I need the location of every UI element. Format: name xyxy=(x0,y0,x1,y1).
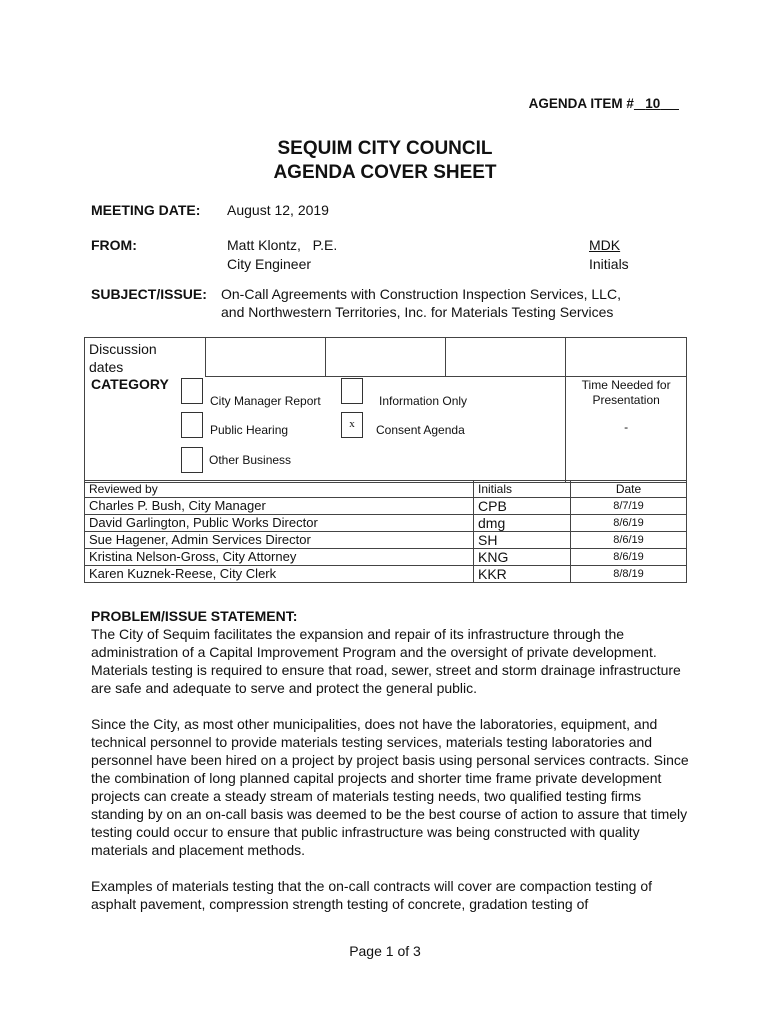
reviewed-by-header: Reviewed by xyxy=(85,481,474,498)
meeting-date-value: August 12, 2019 xyxy=(227,202,329,218)
category-table xyxy=(84,337,687,483)
table-row xyxy=(85,549,687,566)
from-name: Matt Klontz, P.E. xyxy=(227,237,338,253)
table-row xyxy=(85,515,687,532)
time-needed-value: - xyxy=(624,419,629,434)
subject-line-1: On-Call Agreements with Construction Inspection Services, LLC, xyxy=(221,286,621,302)
from-role: City Engineer xyxy=(227,256,312,272)
review-table xyxy=(84,480,687,583)
from-initials: MDK xyxy=(589,237,621,253)
subject-line-2: and Northwestern Territories, Inc. for Materials Testing Services xyxy=(221,304,614,320)
problem-paragraph-2: Since the City, as most other municipalities, does not have the laboratories, equipment, and technical personnel to provide materials testing services, materials testing laboratories and personnel have been hired on a project by project basis using personal services contracts. Since the combination of long planned capital projects and shorter time frame private development projects can create a steady stream of materials testing needs, two qualified testing firms standing by on an on-call basis was deemed to be the best course of action to assure that timely testing could occur to ensure that public infrastructure was being constructed with quality materials and placement methods. xyxy=(91,716,689,858)
agenda-item-number: 10 xyxy=(645,96,661,111)
reviewer-name: Charles P. Bush, City Manager xyxy=(85,498,474,515)
discussion-date-cell[interactable] xyxy=(566,338,687,377)
consent-agenda-label: Consent Agenda xyxy=(376,423,465,437)
review-date: 8/6/19 xyxy=(571,515,687,532)
page-number: Page 1 of 3 xyxy=(349,943,421,959)
other-business-checkbox[interactable] xyxy=(181,447,203,473)
from-label: FROM: xyxy=(91,237,137,253)
public-hearing-checkbox[interactable] xyxy=(181,412,203,438)
reviewer-name: Sue Hagener, Admin Services Director xyxy=(85,532,474,549)
time-needed-label-1: Time Needed for xyxy=(581,377,671,392)
review-date: 8/7/19 xyxy=(571,498,687,515)
reviewer-name: Karen Kuznek-Reese, City Clerk xyxy=(85,566,474,583)
city-manager-report-label: City Manager Report xyxy=(210,394,321,408)
reviewer-name: Kristina Nelson-Gross, City Attorney xyxy=(85,549,474,566)
subject-label: SUBJECT/ISSUE: xyxy=(91,286,207,302)
discussion-dates-cell xyxy=(85,338,206,377)
reviewer-initials: SH xyxy=(474,532,571,549)
other-business-label: Other Business xyxy=(209,453,292,467)
reviewer-initials: CPB xyxy=(474,498,571,515)
time-needed-label-2: Presentation xyxy=(592,392,660,407)
problem-statement xyxy=(91,607,691,931)
public-hearing-label: Public Hearing xyxy=(210,423,289,437)
discussion-date-cell[interactable] xyxy=(205,338,325,377)
discussion-date-cell[interactable] xyxy=(325,338,445,377)
table-row xyxy=(85,566,687,583)
title-line-2: AGENDA COVER SHEET xyxy=(273,162,497,183)
initials-label: Initials xyxy=(589,256,629,272)
title-line-1: SEQUIM CITY COUNCIL xyxy=(277,138,493,159)
discussion-date-cell[interactable] xyxy=(446,338,566,377)
meeting-date-label: MEETING DATE: xyxy=(91,202,201,218)
discussion-label-2: dates xyxy=(89,359,124,375)
reviewer-name: David Garlington, Public Works Director xyxy=(85,515,474,532)
problem-paragraph-1: The City of Sequim facilitates the expansion and repair of its infrastructure through the administration of a Capital Improvement Program and the oversight of private development. Materials testing is required to ensure that road, sewer, street and storm drainage infrastructure are safe and adequate to serve and protect the general public. xyxy=(91,626,681,696)
date-header: Date xyxy=(571,481,687,498)
table-row xyxy=(85,498,687,515)
review-date: 8/6/19 xyxy=(571,549,687,566)
discussion-label-1: Discussion xyxy=(89,341,157,357)
review-date: 8/8/19 xyxy=(571,566,687,583)
time-needed-cell xyxy=(566,376,687,482)
consent-agenda-checkbox[interactable]: x xyxy=(341,412,363,438)
agenda-item xyxy=(529,96,679,111)
reviewer-initials: KKR xyxy=(474,566,571,583)
reviewer-initials: dmg xyxy=(474,515,571,532)
table-row xyxy=(85,532,687,549)
reviewer-initials: KNG xyxy=(474,549,571,566)
information-only-checkbox[interactable] xyxy=(341,378,363,404)
problem-paragraph-3: Examples of materials testing that the on-call contracts will cover are compaction testing of asphalt pavement, compression strength testing of concrete, gradation testing of xyxy=(91,878,653,912)
problem-heading: PROBLEM/ISSUE STATEMENT: xyxy=(91,608,298,624)
review-date: 8/6/19 xyxy=(571,532,687,549)
initials-header: Initials xyxy=(474,481,571,498)
review-header-row xyxy=(85,481,687,498)
category-label: CATEGORY xyxy=(91,376,169,392)
city-manager-report-checkbox[interactable] xyxy=(181,378,203,404)
agenda-item-label: AGENDA ITEM # xyxy=(528,96,634,111)
information-only-label: Information Only xyxy=(379,394,468,408)
